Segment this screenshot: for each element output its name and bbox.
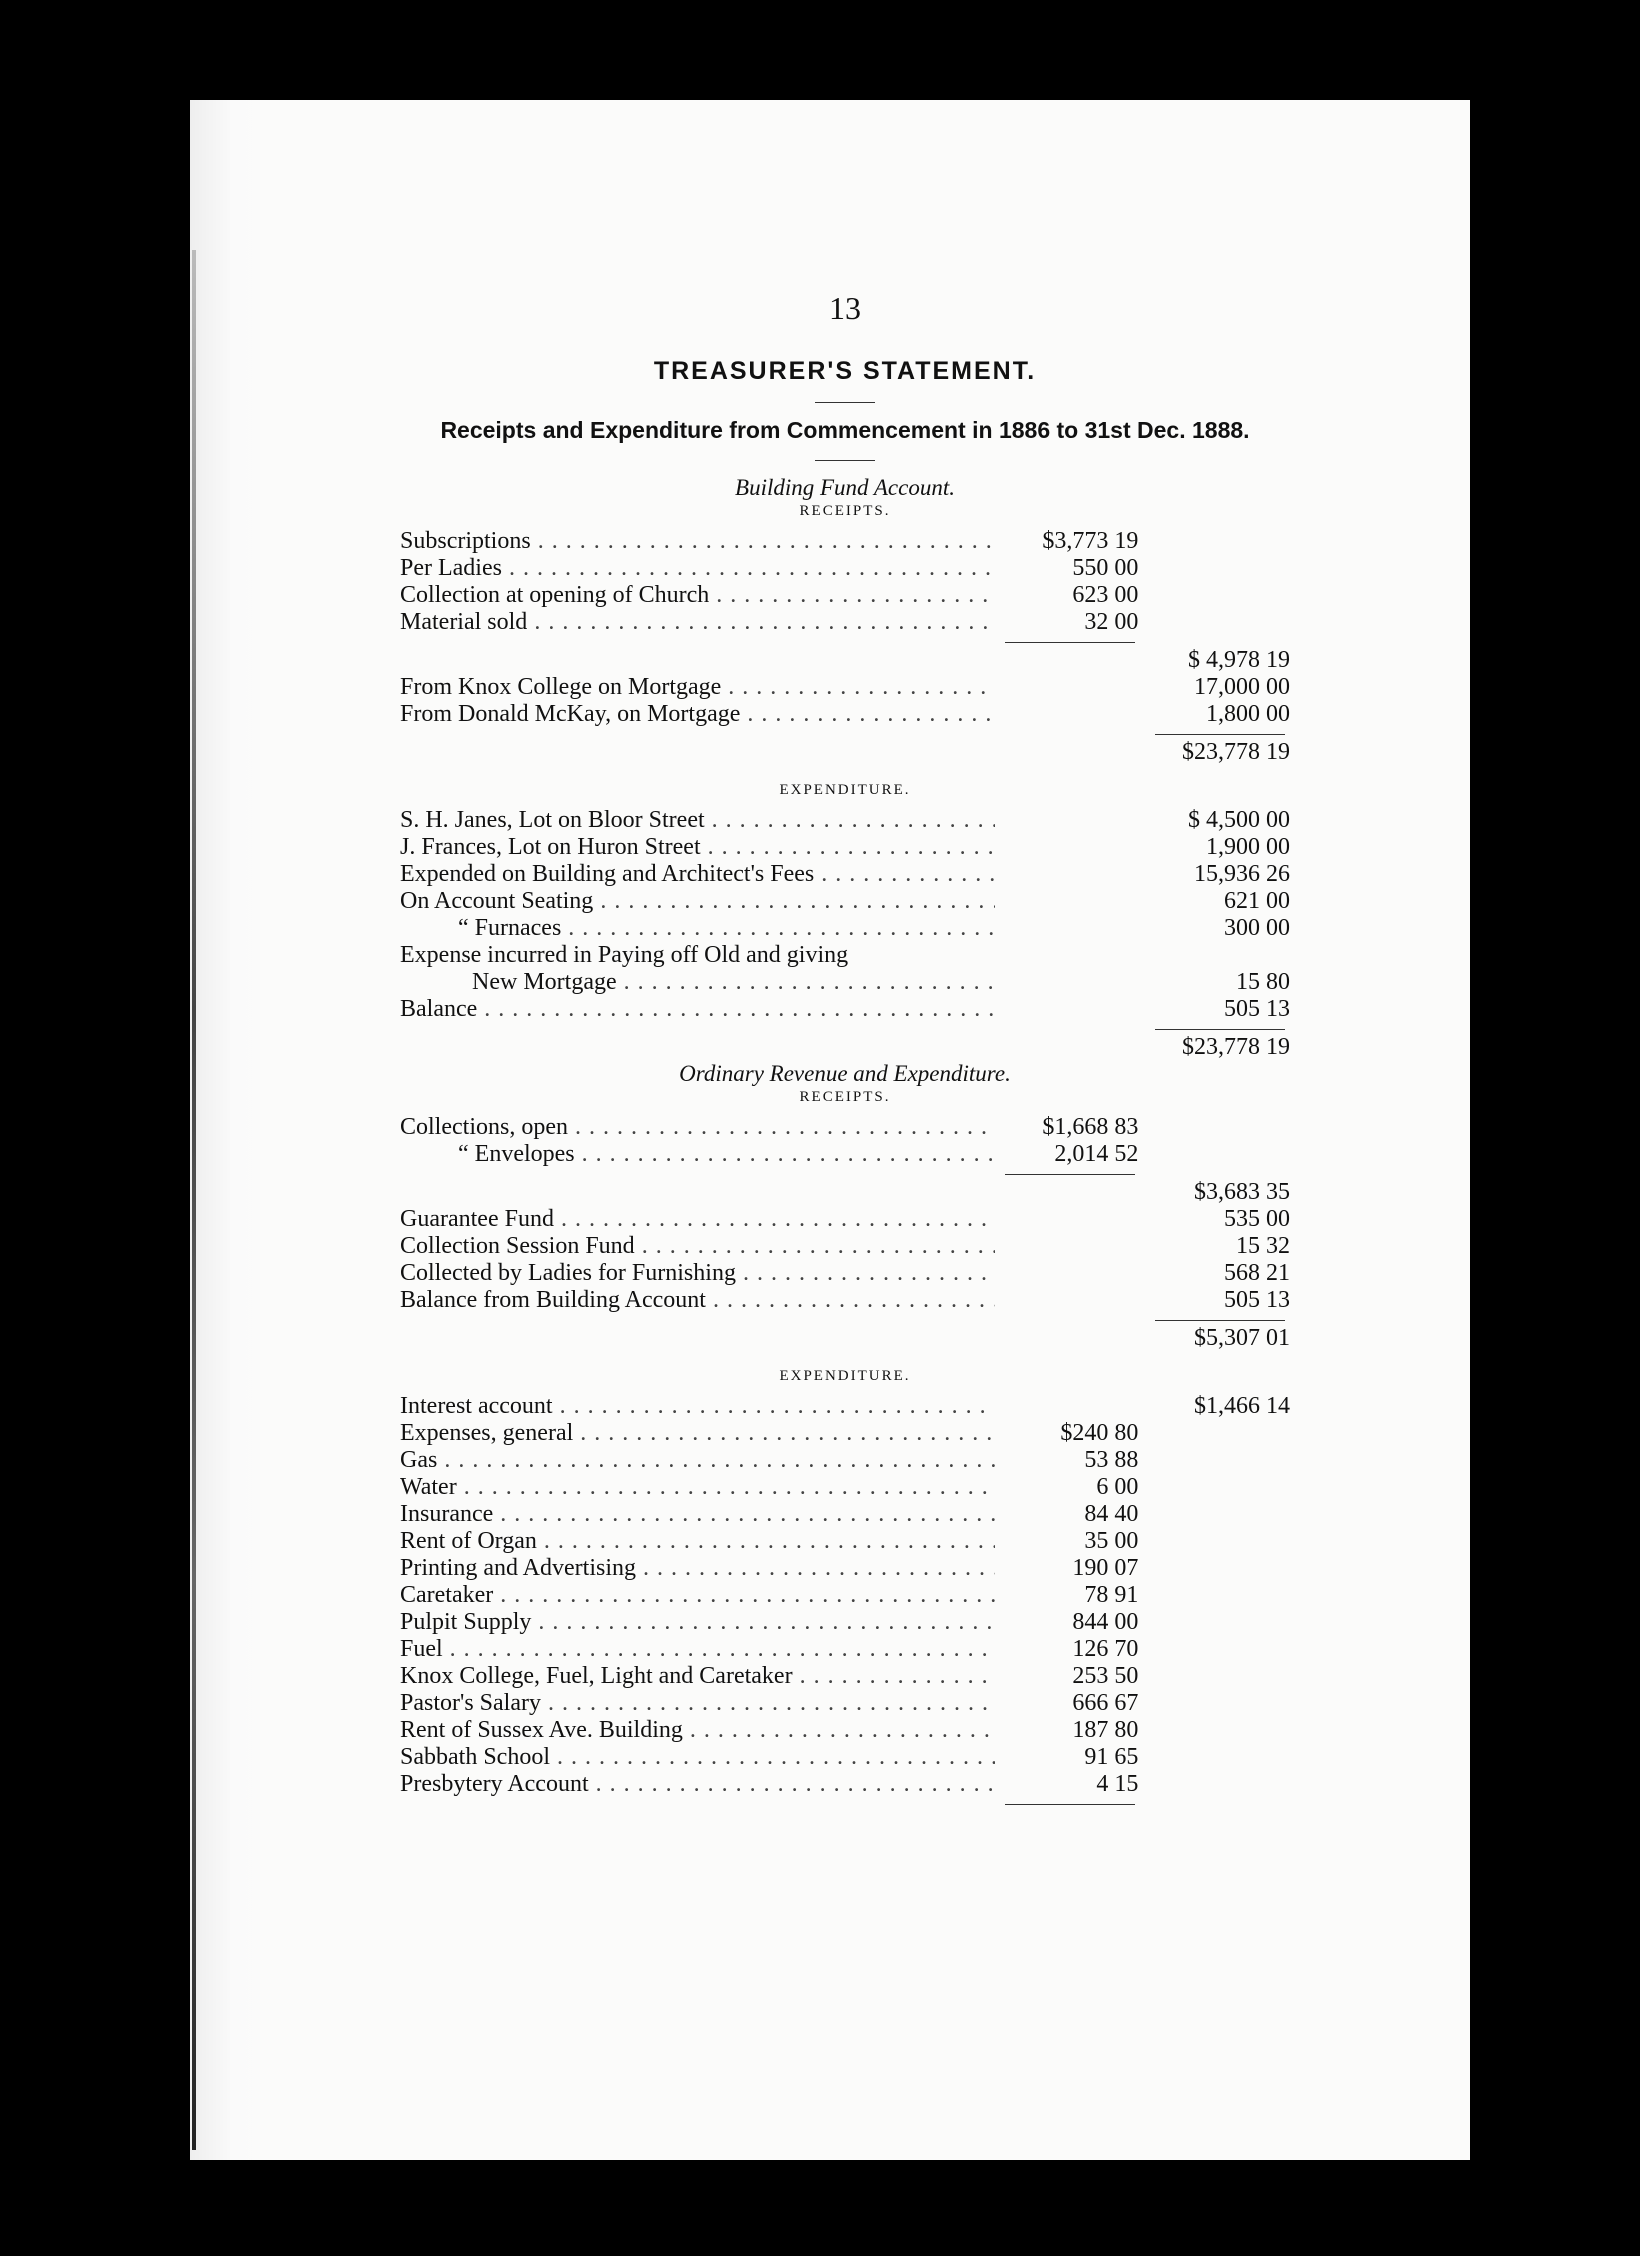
ledger-row — [400, 528, 1290, 555]
ledger-label: Collection Session Fund . . . — [400, 1233, 995, 1260]
ledger-row — [400, 1325, 1290, 1352]
ledger-amount: 53 88 — [1084, 1447, 1139, 1473]
ledger-amount: 300 00 — [1224, 915, 1291, 941]
ledger-label: Gas . . . — [400, 1447, 995, 1474]
ledger-amount: $3,773 19 — [1042, 528, 1139, 554]
ledger-label: Per Ladies . . . — [400, 555, 995, 582]
ledger-row — [400, 1114, 1290, 1141]
ledger-label: Collections, open . . . — [400, 1114, 995, 1141]
statement-title: TREASURER'S STATEMENT. — [653, 357, 1037, 385]
ledger-label: Fuel . . . — [400, 1636, 995, 1663]
ledger-row — [400, 1555, 1290, 1582]
sum-rule — [1005, 1174, 1135, 1175]
ledger-row — [400, 834, 1290, 861]
ledger-label: “ Furnaces . . . — [400, 915, 995, 942]
ledger-row — [400, 1717, 1290, 1744]
document-page — [190, 100, 1470, 2160]
receipts-subtotal: $ 4,978 19 — [1188, 647, 1291, 673]
ledger-label: Rent of Sussex Ave. Building . . . — [400, 1717, 995, 1744]
ledger-label: Subscriptions . . . — [400, 528, 995, 555]
ledger-amount: 666 67 — [1072, 1690, 1139, 1716]
ledger-label: Interest account . . . — [400, 1393, 995, 1420]
ordinary-expenditure-label: EXPENDITURE. — [779, 1368, 911, 1384]
ledger-row — [400, 1034, 1290, 1061]
ledger-label: Pastor's Salary . . . — [400, 1690, 995, 1717]
ledger-row — [400, 996, 1290, 1023]
binding-shadow — [192, 250, 196, 2150]
statement-content — [400, 290, 1290, 1809]
ledger-amount: 568 21 — [1224, 1260, 1291, 1286]
ledger-amount: 535 00 — [1224, 1206, 1291, 1232]
ledger-amount: 84 40 — [1084, 1501, 1139, 1527]
ledger-row — [400, 1260, 1290, 1287]
ledger-amount: 187 80 — [1072, 1717, 1139, 1743]
ledger-amount: 15,936 26 — [1194, 861, 1291, 887]
ledger-row — [400, 1528, 1290, 1555]
ledger-label: From Donald McKay, on Mortgage . . . — [400, 701, 995, 728]
sum-rule — [1155, 1320, 1285, 1321]
ledger-row — [400, 1690, 1290, 1717]
ledger-label: New Mortgage . . . — [400, 969, 995, 996]
ledger-row — [400, 1636, 1290, 1663]
ledger-amount: 15 32 — [1236, 1233, 1291, 1259]
ledger-amount: 17,000 00 — [1194, 674, 1291, 700]
ledger-label: J. Frances, Lot on Huron Street . . . — [400, 834, 995, 861]
ledger-label: Presbytery Account . . . — [400, 1771, 995, 1798]
ledger-label: Caretaker . . . — [400, 1582, 995, 1609]
ledger-row — [400, 609, 1290, 636]
ledger-label: Rent of Organ . . . — [400, 1528, 995, 1555]
title-rule — [815, 402, 875, 403]
ledger-label: Guarantee Fund . . . — [400, 1206, 995, 1233]
ledger-row — [400, 1582, 1290, 1609]
ledger-row — [400, 1206, 1290, 1233]
ledger-amount: 190 07 — [1072, 1555, 1139, 1581]
ledger-row — [400, 969, 1290, 996]
page-binding — [190, 100, 260, 2160]
ledger-amount: 126 70 — [1072, 1636, 1139, 1662]
ledger-amount: 253 50 — [1072, 1663, 1139, 1689]
ledger-amount: 78 91 — [1084, 1582, 1139, 1608]
building-fund-receipts — [400, 528, 1290, 766]
ledger-label: S. H. Janes, Lot on Bloor Street . . . — [400, 807, 995, 834]
ledger-amount: 6 00 — [1096, 1474, 1139, 1500]
sum-rule — [1155, 1029, 1285, 1030]
ledger-label: Water . . . — [400, 1474, 995, 1501]
ledger-row — [400, 942, 1290, 969]
ledger-amount: 844 00 — [1072, 1609, 1139, 1635]
ledger-amount: 621 00 — [1224, 888, 1291, 914]
ledger-row — [400, 861, 1290, 888]
ledger-amount: $ 4,500 00 — [1188, 807, 1291, 833]
ledger-label: Expenses, general . . . — [400, 1420, 995, 1447]
ledger-row — [400, 1233, 1290, 1260]
ledger-label: Pulpit Supply . . . — [400, 1609, 995, 1636]
sum-rule — [1005, 1804, 1135, 1805]
ledger-row — [400, 701, 1290, 728]
ordinary-expenditure — [400, 1393, 1290, 1805]
ledger-amount: 505 13 — [1224, 996, 1291, 1022]
ledger-label: From Knox College on Mortgage . . . — [400, 674, 995, 701]
ordinary-receipts-total: $5,307 01 — [1194, 1325, 1291, 1351]
ledger-amount: $1,466 14 — [1194, 1393, 1291, 1419]
receipts-total: $23,778 19 — [1182, 739, 1291, 765]
ledger-row — [400, 1474, 1290, 1501]
ledger-amount: 550 00 — [1072, 555, 1139, 581]
ledger-amount: 505 13 — [1224, 1287, 1291, 1313]
ledger-row — [400, 1771, 1290, 1798]
ledger-row — [400, 1609, 1290, 1636]
ledger-label: Collected by Ladies for Furnishing . . . — [400, 1260, 995, 1287]
sum-rule — [1005, 642, 1135, 643]
ledger-row — [400, 1393, 1290, 1420]
ledger-row — [400, 1179, 1290, 1206]
ledger-row — [400, 647, 1290, 674]
ordinary-heading: Ordinary Revenue and Expenditure. — [679, 1061, 1011, 1086]
ledger-amount: 35 00 — [1084, 1528, 1139, 1554]
collections-subtotal: $3,683 35 — [1194, 1179, 1291, 1205]
ledger-row — [400, 582, 1290, 609]
ledger-row — [400, 1141, 1290, 1168]
ledger-row — [400, 1447, 1290, 1474]
building-fund-heading: Building Fund Account. — [735, 475, 955, 500]
ledger-amount: $240 80 — [1060, 1420, 1139, 1446]
ledger-row — [400, 915, 1290, 942]
ledger-amount: 1,800 00 — [1206, 701, 1291, 727]
ledger-row — [400, 1420, 1290, 1447]
ordinary-receipts-label: RECEIPTS. — [799, 1089, 891, 1105]
subtitle-rule — [815, 460, 875, 461]
building-fund-expenditure-label: EXPENDITURE. — [779, 782, 911, 798]
ledger-label: Printing and Advertising . . . — [400, 1555, 995, 1582]
ledger-amount: 4 15 — [1096, 1771, 1139, 1797]
sum-rule — [1155, 734, 1285, 735]
ledger-row — [400, 1663, 1290, 1690]
ledger-amount: 15 80 — [1236, 969, 1291, 995]
ledger-row — [400, 739, 1290, 766]
ledger-label: Balance from Building Account . . . — [400, 1287, 995, 1314]
statement-subtitle: Receipts and Expenditure from Commencement in 1886 to 31st Dec. 1888. — [440, 417, 1250, 443]
ledger-row — [400, 674, 1290, 701]
ledger-row — [400, 555, 1290, 582]
ledger-amount: 1,900 00 — [1206, 834, 1291, 860]
ledger-row — [400, 807, 1290, 834]
ledger-row — [400, 1501, 1290, 1528]
expenditure-total: $23,778 19 — [1182, 1034, 1291, 1060]
ledger-amount: $1,668 83 — [1042, 1114, 1139, 1140]
ledger-row — [400, 1287, 1290, 1314]
ledger-label: Insurance . . . — [400, 1501, 995, 1528]
ledger-row — [400, 1744, 1290, 1771]
page-number: 13 — [829, 290, 861, 326]
ledger-amount: 32 00 — [1084, 609, 1139, 635]
ledger-label: Balance . . . — [400, 996, 995, 1023]
ledger-label: On Account Seating . . . — [400, 888, 995, 915]
ledger-label: Expense incurred in Paying off Old and giving — [400, 942, 849, 968]
ledger-label: Knox College, Fuel, Light and Caretaker . . . — [400, 1663, 995, 1690]
building-fund-receipts-label: RECEIPTS. — [799, 503, 891, 519]
ledger-label: “ Envelopes . . . — [400, 1141, 995, 1168]
ordinary-receipts — [400, 1114, 1290, 1352]
ledger-row — [400, 888, 1290, 915]
ledger-label: Sabbath School . . . — [400, 1744, 995, 1771]
building-fund-expenditure — [400, 807, 1290, 1061]
ledger-label: Collection at opening of Church . . . — [400, 582, 995, 609]
ledger-label: Expended on Building and Architect's Fees . . . — [400, 861, 995, 888]
ledger-amount: 623 00 — [1072, 582, 1139, 608]
ledger-amount: 2,014 52 — [1054, 1141, 1139, 1167]
ledger-label: Material sold . . . — [400, 609, 995, 636]
ledger-amount: 91 65 — [1084, 1744, 1139, 1770]
